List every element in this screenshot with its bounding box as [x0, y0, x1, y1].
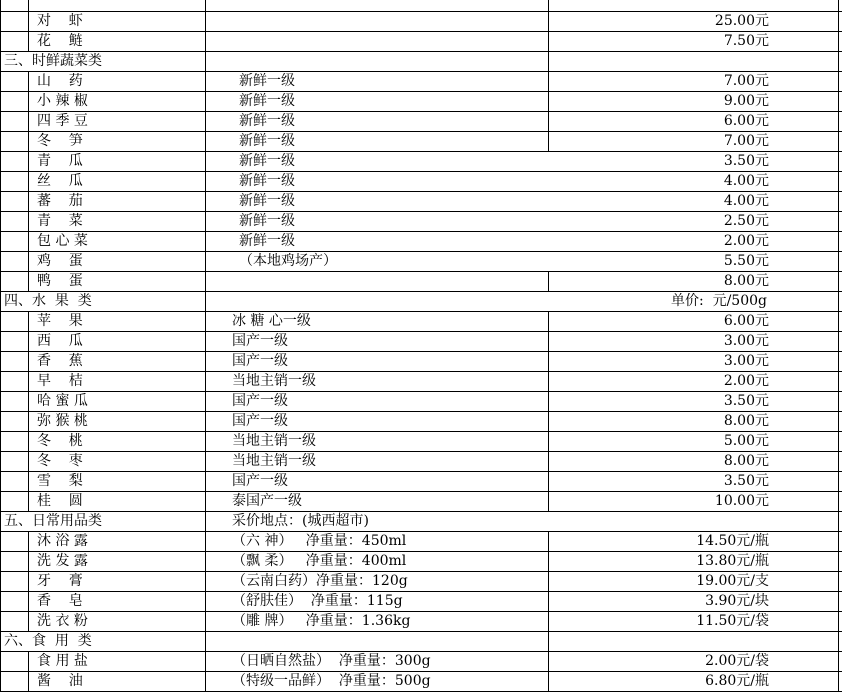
column-gridline — [548, 591, 549, 612]
column-gridline — [838, 351, 839, 372]
item-price: 3.50元 — [723, 473, 769, 489]
item-price: 2.00元 — [723, 233, 769, 249]
item-name: 冬 枣 — [37, 453, 83, 469]
table-row — [0, 651, 842, 671]
item-name: 沐 浴 露 — [37, 533, 88, 549]
column-gridline — [0, 251, 1, 272]
column-gridline — [205, 31, 206, 52]
column-gridline — [838, 651, 839, 672]
item-price: 11.50元/袋 — [696, 613, 769, 629]
table-row — [0, 251, 842, 271]
table-row — [0, 471, 842, 491]
column-gridline — [28, 471, 29, 492]
item-spec: （舒肤佳） 净重量：115g — [232, 593, 403, 609]
item-spec: 冰 糖 心一级 — [232, 313, 311, 329]
column-gridline — [205, 331, 206, 352]
item-price: 3.50元 — [723, 393, 769, 409]
table-row — [0, 191, 842, 211]
column-gridline — [28, 611, 29, 632]
column-gridline — [205, 391, 206, 412]
table-row — [0, 31, 842, 51]
item-name: 洗 发 露 — [37, 553, 88, 569]
column-gridline — [838, 331, 839, 352]
column-gridline — [205, 431, 206, 452]
column-gridline — [548, 491, 549, 512]
table-row — [0, 0, 842, 11]
column-gridline — [205, 351, 206, 372]
item-spec: （云南白药）净重量：120g — [232, 573, 408, 589]
unit-price-note: 单价: 元/500g — [670, 293, 767, 309]
column-gridline — [0, 171, 1, 192]
column-gridline — [548, 651, 549, 672]
item-spec: 国产一级 — [232, 413, 288, 429]
column-gridline — [548, 131, 549, 152]
column-gridline — [205, 171, 206, 192]
column-gridline — [28, 431, 29, 452]
item-spec: 新鲜一级 — [239, 213, 295, 229]
item-name: 洗 衣 粉 — [37, 613, 88, 629]
column-gridline — [0, 11, 1, 32]
table-row — [0, 451, 842, 471]
column-gridline — [0, 551, 1, 572]
item-spec: 新鲜一级 — [239, 153, 295, 169]
column-gridline — [28, 31, 29, 52]
item-spec: 新鲜一级 — [239, 133, 295, 149]
item-price: 3.00元 — [723, 333, 769, 349]
item-spec: 国产一级 — [232, 333, 288, 349]
column-gridline — [838, 511, 839, 532]
column-gridline — [205, 251, 206, 272]
column-gridline — [838, 491, 839, 512]
column-gridline — [0, 211, 1, 232]
item-spec: 新鲜一级 — [239, 173, 295, 189]
column-gridline — [205, 631, 206, 652]
column-gridline — [205, 131, 206, 152]
item-price: 7.00元 — [723, 73, 769, 89]
column-gridline — [548, 331, 549, 352]
column-gridline — [205, 451, 206, 472]
table-row — [0, 571, 842, 591]
item-spec: 国产一级 — [232, 393, 288, 409]
column-gridline — [838, 51, 839, 72]
item-price: 9.00元 — [723, 93, 769, 109]
column-gridline — [0, 511, 1, 532]
item-price: 7.00元 — [723, 133, 769, 149]
column-gridline — [0, 131, 1, 152]
column-gridline — [205, 51, 206, 72]
item-name: 对 虾 — [37, 13, 83, 29]
category-row — [0, 51, 842, 71]
item-price: 8.00元 — [723, 453, 769, 469]
column-gridline — [838, 191, 839, 212]
item-name: 早 桔 — [37, 373, 83, 389]
column-gridline — [838, 271, 839, 292]
item-price: 7.50元 — [723, 33, 769, 49]
column-gridline — [548, 91, 549, 112]
item-name: 青 菜 — [37, 213, 83, 229]
column-gridline — [548, 71, 549, 92]
column-gridline — [28, 111, 29, 132]
column-gridline — [205, 291, 206, 312]
table-row — [0, 351, 842, 371]
item-price: 2.00元 — [723, 373, 769, 389]
item-name: 牙 膏 — [37, 573, 83, 589]
item-name: 弥 猴 桃 — [37, 413, 88, 429]
category-row — [0, 511, 842, 531]
column-gridline — [0, 391, 1, 412]
category-label: 五、日常用品类 — [4, 513, 102, 529]
column-gridline — [28, 351, 29, 372]
item-price: 8.00元 — [723, 413, 769, 429]
column-gridline — [838, 551, 839, 572]
column-gridline — [0, 291, 1, 312]
item-spec: （飘 柔） 净重量：400ml — [232, 553, 407, 569]
column-gridline — [0, 371, 1, 392]
item-name: 西 瓜 — [37, 333, 83, 349]
item-spec: 国产一级 — [232, 353, 288, 369]
table-row — [0, 491, 842, 511]
column-gridline — [205, 591, 206, 612]
table-row — [0, 411, 842, 431]
column-gridline — [838, 71, 839, 92]
item-spec: 当地主销一级 — [232, 433, 316, 449]
column-gridline — [0, 111, 1, 132]
column-gridline — [28, 191, 29, 212]
column-gridline — [0, 31, 1, 52]
table-row — [0, 211, 842, 231]
column-gridline — [205, 671, 206, 692]
item-spec: 新鲜一级 — [239, 113, 295, 129]
category-label: 四、水 果 类 — [4, 293, 92, 309]
column-gridline — [548, 431, 549, 452]
column-gridline — [838, 591, 839, 612]
column-gridline — [205, 71, 206, 92]
item-spec: 新鲜一级 — [239, 73, 295, 89]
column-gridline — [548, 411, 549, 432]
column-gridline — [0, 631, 1, 652]
table-row — [0, 391, 842, 411]
column-gridline — [28, 671, 29, 692]
column-gridline — [838, 531, 839, 552]
item-spec: 采价地点：(城西超市) — [232, 513, 369, 529]
column-gridline — [28, 211, 29, 232]
column-gridline — [28, 491, 29, 512]
column-gridline — [205, 551, 206, 572]
column-gridline — [0, 651, 1, 672]
column-gridline — [205, 471, 206, 492]
column-gridline — [205, 491, 206, 512]
item-price: 5.00元 — [723, 433, 769, 449]
column-gridline — [0, 151, 1, 172]
category-row — [0, 631, 842, 651]
column-gridline — [548, 371, 549, 392]
column-gridline — [28, 651, 29, 672]
column-gridline — [548, 311, 549, 332]
item-name: 四 季 豆 — [37, 113, 88, 129]
column-gridline — [548, 671, 549, 692]
column-gridline — [28, 71, 29, 92]
category-label: 六、食 用 类 — [4, 633, 92, 649]
column-gridline — [0, 431, 1, 452]
column-gridline — [838, 11, 839, 32]
column-gridline — [548, 31, 549, 52]
item-name: 丝 瓜 — [37, 173, 83, 189]
column-gridline — [548, 531, 549, 552]
item-spec: 国产一级 — [232, 473, 288, 489]
table-row — [0, 91, 842, 111]
item-name: 桂 圆 — [37, 493, 83, 509]
item-price: 13.80元/瓶 — [696, 553, 769, 569]
column-gridline — [28, 591, 29, 612]
column-gridline — [205, 271, 206, 292]
item-name: 包 心 菜 — [37, 233, 88, 249]
column-gridline — [0, 571, 1, 592]
column-gridline — [0, 231, 1, 252]
column-gridline — [0, 91, 1, 112]
item-spec: 当地主销一级 — [232, 373, 316, 389]
table-row — [0, 111, 842, 131]
column-gridline — [205, 111, 206, 132]
item-price: 6.00元 — [723, 113, 769, 129]
table-row — [0, 371, 842, 391]
column-gridline — [0, 311, 1, 332]
column-gridline — [205, 211, 206, 232]
item-price: 19.00元/支 — [696, 573, 769, 589]
column-gridline — [0, 451, 1, 472]
item-name: 鸡 蛋 — [37, 253, 83, 269]
column-gridline — [205, 311, 206, 332]
column-gridline — [548, 631, 549, 652]
item-price: 3.90元/块 — [705, 593, 769, 609]
column-gridline — [0, 671, 1, 692]
table-row — [0, 151, 842, 171]
column-gridline — [28, 391, 29, 412]
column-gridline — [205, 151, 206, 172]
column-gridline — [838, 291, 839, 312]
column-gridline — [548, 391, 549, 412]
item-name: 蕃 茄 — [37, 193, 83, 209]
column-gridline — [28, 331, 29, 352]
column-gridline — [838, 231, 839, 252]
column-gridline — [205, 531, 206, 552]
column-gridline — [28, 171, 29, 192]
item-name: 酱 油 — [37, 673, 83, 689]
item-spec: 新鲜一级 — [239, 233, 295, 249]
column-gridline — [838, 391, 839, 412]
item-price: 2.00元/袋 — [705, 653, 769, 669]
item-name: 花 鲢 — [37, 33, 83, 49]
table-row — [0, 611, 842, 631]
column-gridline — [838, 611, 839, 632]
column-gridline — [548, 551, 549, 572]
column-gridline — [205, 411, 206, 432]
column-gridline — [838, 111, 839, 132]
column-gridline — [838, 371, 839, 392]
column-gridline — [838, 451, 839, 472]
column-gridline — [28, 91, 29, 112]
item-name: 香 皂 — [37, 593, 83, 609]
item-spec: （日晒自然盐） 净重量：300g — [232, 653, 431, 669]
table-row — [0, 271, 842, 291]
column-gridline — [28, 451, 29, 472]
column-gridline — [548, 271, 549, 292]
item-name: 食 用 盐 — [37, 653, 88, 669]
column-gridline — [0, 471, 1, 492]
column-gridline — [28, 251, 29, 272]
column-gridline — [28, 151, 29, 172]
item-price: 6.80元/瓶 — [705, 673, 769, 689]
column-gridline — [838, 571, 839, 592]
item-name: 小 辣 椒 — [37, 93, 88, 109]
column-gridline — [838, 631, 839, 652]
item-spec: 新鲜一级 — [239, 193, 295, 209]
column-gridline — [0, 591, 1, 612]
item-price: 6.00元 — [723, 313, 769, 329]
column-gridline — [0, 51, 1, 72]
column-gridline — [205, 511, 206, 532]
column-gridline — [28, 411, 29, 432]
column-gridline — [838, 151, 839, 172]
item-spec: （本地鸡场产） — [239, 253, 337, 269]
column-gridline — [838, 211, 839, 232]
item-name: 山 药 — [37, 73, 83, 89]
column-gridline — [28, 311, 29, 332]
item-name: 冬 笋 — [37, 133, 83, 149]
column-gridline — [0, 531, 1, 552]
item-price: 3.50元 — [723, 153, 769, 169]
table-row — [0, 231, 842, 251]
table-row — [0, 671, 842, 691]
column-gridline — [28, 531, 29, 552]
column-gridline — [28, 551, 29, 572]
item-price: 3.00元 — [723, 353, 769, 369]
item-name: 雪 梨 — [37, 473, 83, 489]
table-row — [0, 591, 842, 611]
column-gridline — [205, 611, 206, 632]
column-gridline — [0, 191, 1, 212]
column-gridline — [838, 251, 839, 272]
item-spec: （特级一品鲜） 净重量：500g — [232, 673, 431, 689]
item-name: 香 蕉 — [37, 353, 83, 369]
column-gridline — [205, 571, 206, 592]
column-gridline — [838, 131, 839, 152]
column-gridline — [548, 571, 549, 592]
item-spec: 新鲜一级 — [239, 93, 295, 109]
item-name: 青 瓜 — [37, 153, 83, 169]
column-gridline — [548, 111, 549, 132]
item-price: 2.50元 — [723, 213, 769, 229]
column-gridline — [28, 571, 29, 592]
column-gridline — [205, 11, 206, 32]
column-gridline — [548, 51, 549, 72]
column-gridline — [548, 611, 549, 632]
category-label: 三、时鲜蔬菜类 — [4, 53, 102, 69]
item-price: 4.00元 — [723, 173, 769, 189]
item-spec: （六 神） 净重量：450ml — [232, 533, 407, 549]
column-gridline — [838, 671, 839, 692]
item-price: 5.50元 — [723, 253, 769, 269]
column-gridline — [0, 71, 1, 92]
item-price: 25.00元 — [714, 13, 769, 29]
column-gridline — [28, 11, 29, 32]
column-gridline — [838, 31, 839, 52]
column-gridline — [548, 471, 549, 492]
table-row — [0, 551, 842, 571]
column-gridline — [838, 471, 839, 492]
column-gridline — [205, 231, 206, 252]
table-row — [0, 331, 842, 351]
column-gridline — [548, 451, 549, 472]
column-gridline — [838, 91, 839, 112]
table-row — [0, 311, 842, 331]
item-price: 4.00元 — [723, 193, 769, 209]
item-spec: 当地主销一级 — [232, 453, 316, 469]
column-gridline — [0, 331, 1, 352]
item-price: 14.50元/瓶 — [696, 533, 769, 549]
column-gridline — [838, 311, 839, 332]
column-gridline — [838, 431, 839, 452]
column-gridline — [0, 611, 1, 632]
item-price: 8.00元 — [723, 273, 769, 289]
column-gridline — [28, 131, 29, 152]
column-gridline — [0, 411, 1, 432]
item-name: 冬 桃 — [37, 433, 83, 449]
table-row — [0, 171, 842, 191]
table-row — [0, 431, 842, 451]
table-row — [0, 11, 842, 31]
category-row — [0, 291, 842, 311]
item-spec: 泰国产一级 — [232, 493, 302, 509]
item-price: 10.00元 — [714, 493, 769, 509]
column-gridline — [838, 171, 839, 192]
column-gridline — [548, 11, 549, 32]
column-gridline — [28, 231, 29, 252]
item-name: 鸭 蛋 — [37, 273, 83, 289]
table-row — [0, 131, 842, 151]
column-gridline — [205, 651, 206, 672]
item-name: 哈 蜜 瓜 — [37, 393, 88, 409]
column-gridline — [28, 271, 29, 292]
item-name: 苹 果 — [37, 313, 83, 329]
column-gridline — [0, 491, 1, 512]
column-gridline — [28, 371, 29, 392]
column-gridline — [548, 351, 549, 372]
item-spec: （雕 牌） 净重量：1.36kg — [232, 613, 411, 629]
column-gridline — [205, 91, 206, 112]
table-row — [0, 71, 842, 91]
column-gridline — [0, 271, 1, 292]
table-row — [0, 531, 842, 551]
column-gridline — [205, 191, 206, 212]
column-gridline — [0, 351, 1, 372]
column-gridline — [205, 371, 206, 392]
column-gridline — [838, 411, 839, 432]
